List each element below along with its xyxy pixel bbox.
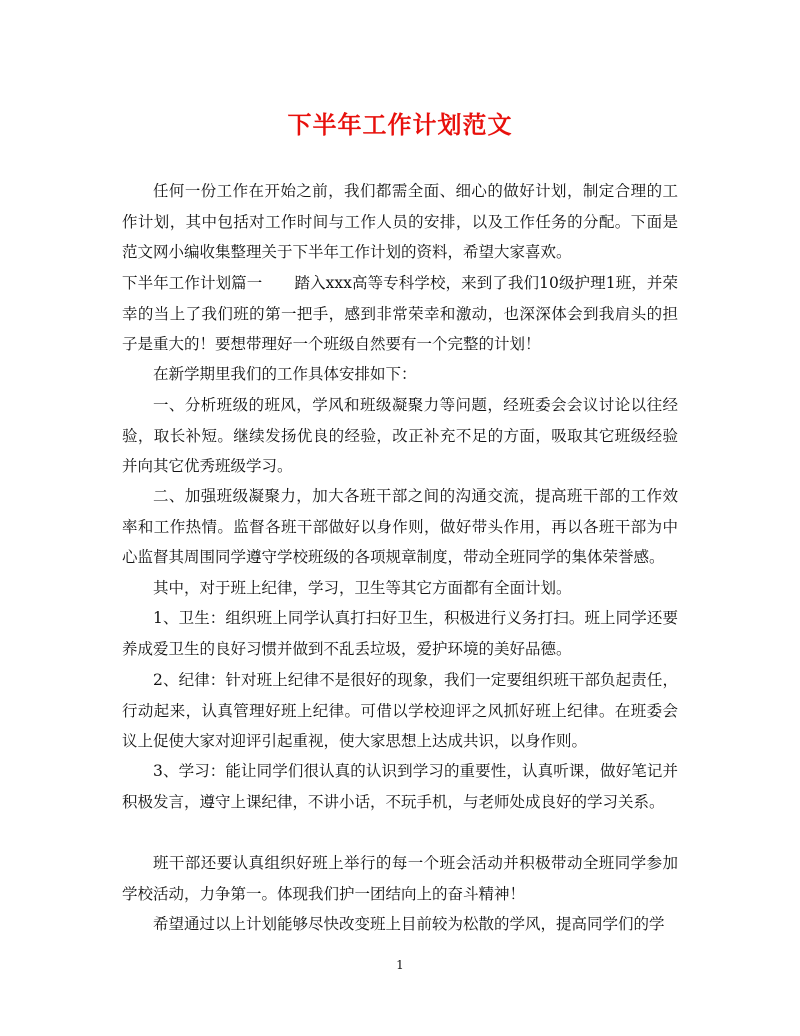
paragraph-point-two: 二、加强班级凝聚力，加大各班干部之间的沟通交流，提高班干部的工作效率和工作热情。监督各班干部做好以身作则，做好带头作用，再以各班干部为中心监督其周围同学遵守学校班级的各项规章制度，带动全班同学的集体荣誉感。 <box>122 487 678 566</box>
paragraph-class-activities: 班干部还要认真组织好班上举行的每一个班会活动并积极带动全班同学参加学校活动，力争第一。体现我们护一团结向上的奋斗精神！ <box>122 854 678 903</box>
paragraph-arrangement: 在新学期里我们的工作具体安排如下： <box>153 365 417 383</box>
paragraph-hygiene: 1、卫生：组织班上同学认真打扫好卫生，积极进行义务打扫。班上同学还要养成爱卫生的良好习惯并做到不乱丢垃圾，爱护环境的美好品德。 <box>122 609 678 658</box>
paragraph-point-one: 一、分析班级的班风，学风和班级凝聚力等问题，经班委会会议讨论以往经验，取长补短。继续发扬优良的经验，改正补充不足的方面，吸取其它班级经验并向其它优秀班级学习。 <box>122 396 678 475</box>
paragraph-overview: 其中，对于班上纪律，学习，卫生等其它方面都有全面计划。 <box>153 579 572 597</box>
paragraph-study: 3、学习：能让同学们很认真的认识到学习的重要性，认真听课，做好笔记并积极发言，遵守上课纪律，不讲小话，不玩手机，与老师处成良好的学习关系。 <box>122 762 678 811</box>
section-heading: 下半年工作计划篇一 <box>122 274 263 292</box>
document-title: 下半年工作计划范文 <box>287 110 513 139</box>
paragraph-intro: 任何一份工作在开始之前，我们都需全面、细心的做好计划，制定合理的工作计划，其中包括对工作时间与工作人员的安排，以及工作任务的分配。下面是范文网小编收集整理关于下半年工作计划的资料，希望大家喜欢。 <box>122 182 678 261</box>
page-number: 1 <box>396 958 404 972</box>
paragraph-hope: 希望通过以上计划能够尽快改变班上目前较为松散的学风，提高同学们的学 <box>153 915 665 933</box>
section-text: 踏入xxx高等专科学校，来到了我们10级护理1班，并荣幸的当上了我们班的第一把手，感到非常荣幸和激动，也深深体会到我肩头的担子是重大的！要想带理好一个班级自然要有一个完整的计划！ <box>122 274 678 353</box>
section-one-paragraph <box>122 268 678 360</box>
paragraph-discipline: 2、纪律：针对班上纪律不是很好的现象，我们一定要组织班干部负起责任，行动起来，认真管理好班上纪律。可借以学校迎评之风抓好班上纪律。在班委会议上促使大家对迎评引起重视，使大家思想上达成共识，以身作则。 <box>122 671 678 750</box>
